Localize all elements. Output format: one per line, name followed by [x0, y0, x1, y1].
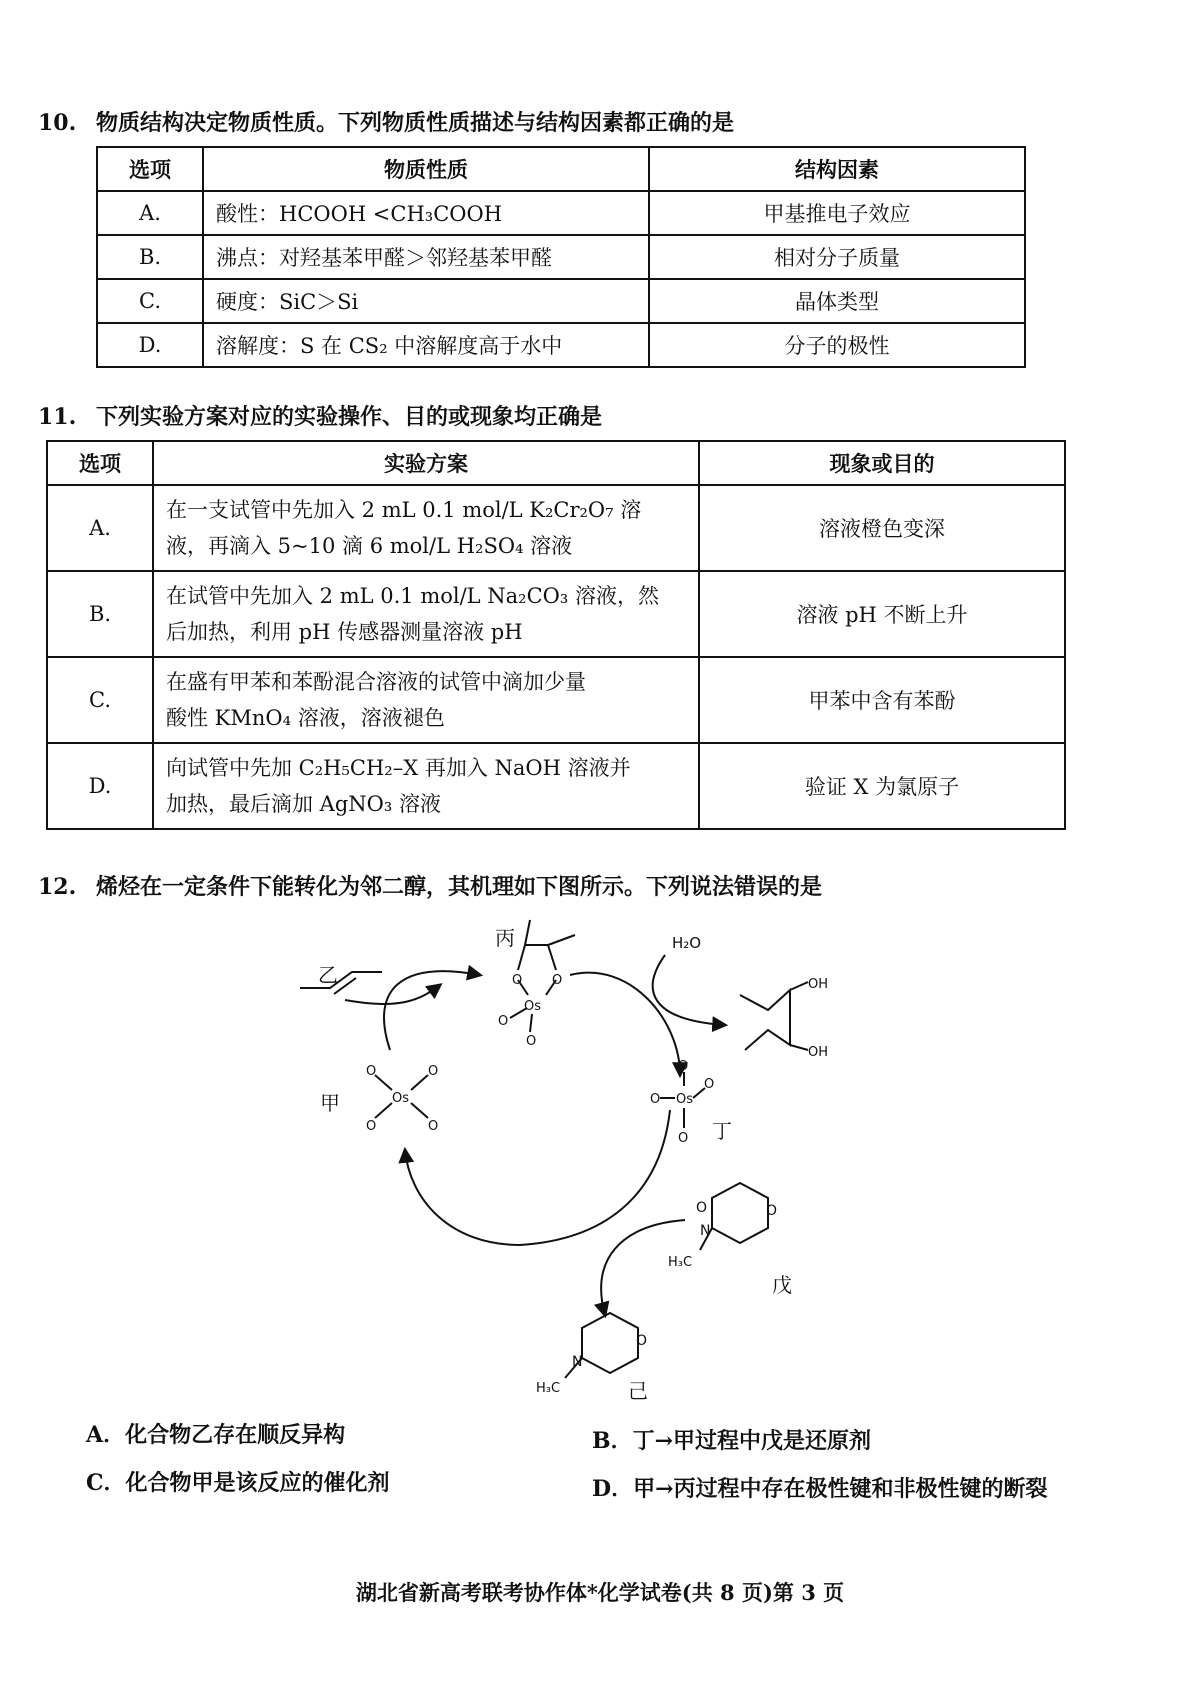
- water-diol-arrow: [653, 955, 725, 1025]
- q12-option-b: B．丁→甲过程中戊是还原剂: [592, 1428, 872, 1454]
- q11-row-option: A.: [47, 485, 153, 571]
- q12-option-d: D．甲→丙过程中存在极性键和非极性键的断裂: [592, 1476, 1048, 1502]
- compound-wu-ring: [712, 1183, 768, 1243]
- label-yi: 乙: [318, 963, 338, 987]
- wu-o: O: [766, 1203, 778, 1219]
- cycle-arc-left-top: [384, 971, 480, 1050]
- ding-os: Os: [676, 1092, 694, 1107]
- wu-n: N: [700, 1223, 711, 1239]
- bing-os: Os: [524, 999, 542, 1014]
- compound-ji-ring: [582, 1313, 638, 1373]
- q10-header-factor: 结构因素: [649, 147, 1025, 191]
- q11-row-plan-line2: 加热，最后滴加 AgNO₃ 溶液: [166, 792, 441, 816]
- q11-row-result: 验证 X 为氯原子: [699, 743, 1065, 829]
- q11-row-result: 溶液 pH 不断上升: [699, 571, 1065, 657]
- q10-header-option: 选项: [97, 147, 203, 191]
- q11-row-plan-line1: 在一支试管中先加入 2 mL 0.1 mol/L K₂Cr₂O₇ 溶: [166, 498, 642, 522]
- q10-row-factor: 分子的极性: [649, 323, 1025, 367]
- bing-o-right: O: [552, 973, 563, 988]
- q10-row-property: 酸性：HCOOH <CH₃COOH: [203, 191, 649, 235]
- q11-row-option: B.: [47, 571, 153, 657]
- q12-option-a: A．化合物乙存在顺反异构: [86, 1422, 346, 1448]
- page-footer: 湖北省新高考联考协作体*化学试卷(共 8 页)第 3 页: [355, 1580, 845, 1605]
- q10-number: 10.: [38, 110, 77, 136]
- q11-row-plan-line1: 在试管中先加入 2 mL 0.1 mol/L Na₂CO₃ 溶液，然: [166, 584, 659, 608]
- cycle-arc-right-top: [570, 973, 680, 1075]
- diol-structure: [740, 990, 790, 1050]
- wu-h3c: H₃C: [668, 1255, 693, 1270]
- q12-text: 烯烃在一定条件下能转化为邻二醇，其机理如下图所示。下列说法错误的是: [95, 874, 822, 900]
- q10-row-property: 沸点：对羟基苯甲醛＞邻羟基苯甲醛: [203, 235, 649, 279]
- q10-row-factor: 相对分子质量: [649, 235, 1025, 279]
- compound-yi-structure: [300, 972, 382, 988]
- q11-row-result: 溶液橙色变深: [699, 485, 1065, 571]
- q11-row-plan-line2: 液，再滴入 5~10 滴 6 mol/L H₂SO₄ 溶液: [166, 534, 573, 558]
- label-jia: 甲: [320, 1091, 340, 1115]
- jia-o-2: O: [428, 1064, 439, 1079]
- bing-o-down-left: O: [498, 1014, 509, 1029]
- q11-number: 11.: [38, 404, 77, 430]
- q12-number: 12.: [38, 874, 77, 900]
- q11-header-result: 现象或目的: [699, 441, 1065, 485]
- jia-o-3: O: [366, 1119, 377, 1134]
- q10-row-option: A.: [97, 191, 203, 235]
- jia-os: Os: [392, 1091, 410, 1106]
- q10-text: 物质结构决定物质性质。下列物质性质描述与结构因素都正确的是: [95, 110, 734, 136]
- q11-row-option: D.: [47, 743, 153, 829]
- cycle-arc-bottom: [405, 1110, 670, 1245]
- wu-o-oxide: O: [696, 1200, 708, 1216]
- ji-h3c: H₃C: [536, 1381, 561, 1396]
- label-wu: 戊: [772, 1273, 792, 1297]
- q11-row-option: C.: [47, 657, 153, 743]
- q10-row-property: 硬度：SiC＞Si: [203, 279, 649, 323]
- q12-option-c: C．化合物甲是该反应的催化剂: [86, 1470, 390, 1496]
- diol-oh-bottom: OH: [808, 1045, 829, 1060]
- ding-o-right: O: [704, 1077, 715, 1092]
- ding-o-left: O: [650, 1092, 661, 1107]
- q11-header-option: 选项: [47, 441, 153, 485]
- label-ji: 己: [628, 1379, 648, 1403]
- ji-o: O: [636, 1333, 648, 1349]
- q10-row-factor: 甲基推电子效应: [649, 191, 1025, 235]
- q10-row-property: 溶解度：S 在 CS₂ 中溶解度高于水中: [203, 323, 649, 367]
- q11-row-plan-line1: 在盛有甲苯和苯酚混合溶液的试管中滴加少量: [166, 670, 586, 694]
- bing-o-down: O: [526, 1034, 537, 1049]
- label-ding: 丁: [712, 1119, 732, 1143]
- bing-o-left: O: [512, 973, 523, 988]
- q10-row-option: D.: [97, 323, 203, 367]
- q11-row-plan-line2: 酸性 KMnO₄ 溶液，溶液褪色: [166, 706, 445, 730]
- diol-oh-top: OH: [808, 977, 829, 992]
- q10-row-factor: 晶体类型: [649, 279, 1025, 323]
- label-bing: 丙: [495, 926, 515, 950]
- q11-row-plan-line2: 后加热，利用 pH 传感器测量溶液 pH: [166, 620, 523, 644]
- q11-row-plan-line1: 向试管中先加 C₂H₅CH₂–X 再加入 NaOH 溶液并: [166, 756, 631, 780]
- q10-header-property: 物质性质: [203, 147, 649, 191]
- label-water: H₂O: [672, 934, 702, 952]
- ding-o-down: O: [678, 1131, 689, 1146]
- q11-row-result: 甲苯中含有苯酚: [699, 657, 1065, 743]
- alkene-entry-arrow: [345, 985, 440, 1004]
- q10-row-option: C.: [97, 279, 203, 323]
- q11-header-plan: 实验方案: [153, 441, 699, 485]
- jia-o-4: O: [428, 1119, 439, 1134]
- ding-o-up: O: [678, 1059, 689, 1074]
- q10-row-option: B.: [97, 235, 203, 279]
- jia-o-1: O: [366, 1064, 377, 1079]
- q11-text: 下列实验方案对应的实验操作、目的或现象均正确是: [95, 404, 602, 430]
- ji-n: N: [572, 1354, 583, 1370]
